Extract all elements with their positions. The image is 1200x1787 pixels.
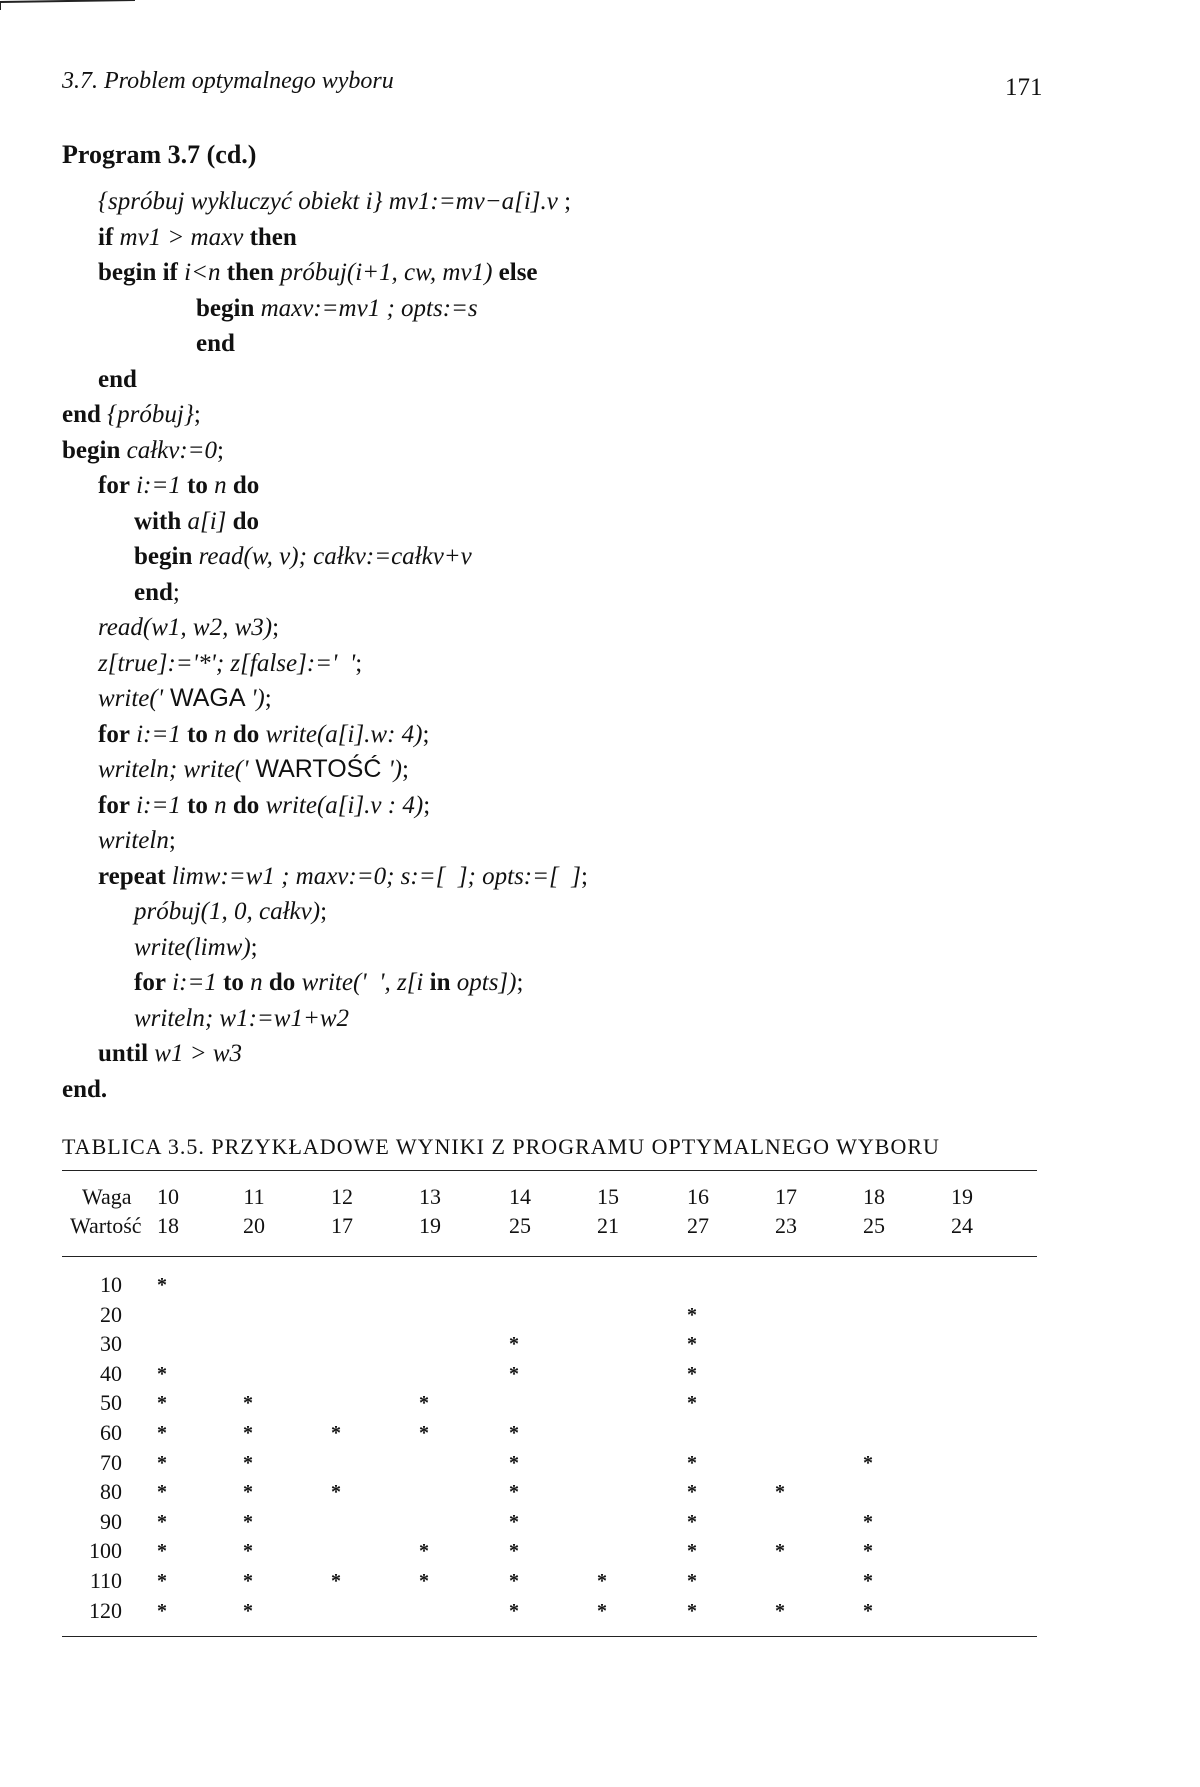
selection-mark: *: [419, 1570, 429, 1592]
code-token: i:=1: [129, 791, 188, 819]
code-keyword: end: [62, 401, 101, 428]
selection-mark: *: [775, 1599, 785, 1622]
selection-mark: *: [687, 1451, 697, 1474]
wartosc-value: 19: [419, 1213, 441, 1238]
selection-mark: *: [863, 1570, 873, 1592]
code-line: [62, 1036, 588, 1072]
waga-value: 14: [509, 1184, 531, 1209]
waga-value: 18: [863, 1184, 885, 1209]
selection-mark: *: [157, 1451, 167, 1474]
selection-mark: *: [243, 1570, 253, 1592]
selection-mark: *: [509, 1481, 519, 1504]
page-number: 171: [1005, 74, 1043, 101]
wartosc-label: Wartość: [70, 1213, 142, 1238]
selection-mark: *: [243, 1392, 253, 1415]
row-limit: 100: [89, 1538, 122, 1564]
page-edge-mark: [0, 0, 140, 12]
code-token: i:=1: [129, 720, 188, 748]
code-token: ;: [402, 756, 409, 783]
code-line: [62, 610, 588, 646]
code-keyword: to: [187, 472, 208, 499]
code-keyword: for: [134, 969, 166, 996]
code-token: WAGA: [163, 684, 252, 712]
program-title: Program 3.7 (cd.): [62, 140, 257, 169]
selection-mark: *: [243, 1599, 253, 1622]
code-token: ;: [516, 969, 524, 996]
code-token: writeln; write(': [98, 756, 249, 783]
table-caption: TABLICA 3.5. PRZYKŁADOWE WYNIKI Z PROGRAMU OPTYMALNEGO WYBORU: [62, 1134, 940, 1159]
selection-mark: *: [863, 1510, 873, 1533]
row-limit: 70: [100, 1449, 122, 1475]
code-line: [62, 326, 588, 362]
wartosc-value: 25: [509, 1213, 531, 1238]
selection-mark: *: [509, 1333, 519, 1356]
code-token: ;: [193, 401, 201, 428]
row-limit: 110: [89, 1568, 122, 1593]
selection-mark: *: [419, 1540, 429, 1563]
code-line: [62, 539, 588, 575]
code-line: [62, 859, 588, 895]
selection-mark: *: [509, 1599, 519, 1622]
code-token: z[true]:='*'; z[false]:=' ': [98, 649, 356, 677]
code-token: ;: [423, 791, 431, 819]
selection-mark: *: [687, 1392, 697, 1415]
selection-mark: *: [331, 1481, 341, 1504]
waga-value: 19: [951, 1184, 973, 1209]
code-keyword: until: [98, 1040, 149, 1067]
code-token: read(w1, w2, w3): [98, 614, 273, 641]
code-line: [62, 291, 588, 327]
selection-mark: *: [157, 1481, 167, 1504]
code-keyword: end: [134, 578, 173, 606]
code-line: [62, 646, 588, 682]
wartosc-value: 27: [687, 1213, 709, 1238]
code-token: {spróbuj wykluczyć obiekt i} mv1:=mv−a[i].v: [98, 188, 558, 215]
selection-mark: *: [243, 1422, 253, 1444]
code-line: [62, 965, 588, 1001]
waga-value: 12: [331, 1184, 353, 1209]
code-token: write(a[i].v : 4): [259, 791, 424, 819]
selection-mark: *: [243, 1451, 253, 1474]
code-token: próbuj(i+1, cw, mv1): [273, 259, 499, 286]
code-keyword: do: [268, 969, 296, 996]
selection-mark: *: [419, 1422, 429, 1444]
selection-mark: *: [331, 1422, 341, 1444]
selection-mark: *: [243, 1481, 253, 1504]
code-token: limw:=w1 ; maxv:=0; s:=[ ]; opts:=[ ]: [165, 862, 581, 890]
selection-mark: *: [863, 1540, 873, 1563]
code-line: [62, 433, 588, 469]
wartosc-value: 25: [863, 1213, 885, 1238]
code-line: [62, 894, 588, 930]
code-keyword: else: [498, 259, 538, 286]
selection-mark: *: [687, 1362, 697, 1385]
code-token: ;: [264, 685, 272, 712]
code-keyword: repeat: [98, 862, 166, 890]
code-keyword: if: [98, 223, 114, 251]
code-token: ;: [272, 614, 280, 641]
code-token: write(': [98, 685, 164, 712]
code-token: ;: [168, 827, 176, 854]
wartosc-value: 18: [157, 1213, 179, 1238]
waga-value: 16: [687, 1184, 709, 1209]
code-token: {próbuj}: [100, 401, 194, 428]
code-line: [62, 220, 588, 256]
code-line: [62, 717, 588, 753]
selection-mark: *: [331, 1570, 341, 1592]
selection-mark: *: [597, 1599, 607, 1622]
selection-mark: *: [157, 1274, 167, 1296]
wartosc-value: 23: [775, 1213, 797, 1238]
selection-mark: *: [863, 1451, 873, 1474]
code-token: n: [207, 791, 233, 819]
selection-mark: *: [687, 1540, 697, 1563]
code-token: próbuj(1, 0, całkv): [134, 898, 321, 925]
waga-value: 13: [419, 1184, 441, 1209]
code-token: WARTOŚĆ: [248, 755, 389, 783]
code-keyword: to: [187, 720, 208, 748]
row-limit: 20: [100, 1301, 122, 1327]
code-token: mv1 > maxv: [113, 223, 250, 251]
row-limit: 10: [100, 1272, 122, 1297]
waga-value: 10: [157, 1184, 179, 1209]
code-keyword: to: [187, 791, 208, 819]
row-limit: 120: [89, 1597, 122, 1623]
row-limit: 50: [100, 1390, 122, 1416]
code-token: n: [243, 969, 269, 996]
code-keyword: begin if: [98, 259, 178, 286]
row-limit: 80: [100, 1479, 122, 1505]
code-line: [62, 788, 588, 824]
selection-mark: *: [509, 1451, 519, 1474]
code-token: n: [207, 472, 233, 499]
code-line: [62, 397, 588, 433]
code-keyword: begin: [62, 436, 121, 464]
code-keyword: then: [226, 259, 274, 286]
selection-mark: *: [157, 1540, 167, 1563]
running-header: 3.7. Problem optymalnego wyboru: [62, 68, 394, 94]
selection-mark: *: [863, 1599, 873, 1622]
selection-mark: *: [687, 1333, 697, 1356]
table-bottom-rule: [62, 1636, 1037, 1637]
code-keyword: for: [98, 791, 130, 819]
code-token: write(' ', z[i: [295, 969, 430, 996]
code-line: [62, 184, 588, 220]
code-keyword: to: [223, 969, 244, 996]
selection-mark: *: [157, 1599, 167, 1622]
code-line: [62, 468, 588, 504]
code-token: i<n: [177, 259, 227, 286]
code-line: [62, 930, 588, 966]
code-token: write(limw): [134, 933, 251, 961]
wartosc-value: 20: [243, 1213, 265, 1238]
code-token: i:=1: [165, 969, 224, 996]
selection-mark: *: [509, 1570, 519, 1592]
code-token: całkv:=0: [120, 436, 218, 464]
code-keyword: do: [232, 791, 260, 819]
code-line: [62, 1072, 588, 1108]
code-keyword: for: [98, 472, 130, 499]
code-token: maxv:=mv1 ; opts:=s: [254, 294, 478, 322]
code-token: '): [388, 756, 402, 783]
code-token: w1 > w3: [148, 1040, 243, 1067]
selection-mark: *: [687, 1570, 697, 1592]
code-keyword: then: [249, 223, 297, 251]
code-keyword: with: [134, 507, 182, 535]
code-keyword: end: [196, 330, 235, 357]
selection-mark: *: [157, 1510, 167, 1533]
wartosc-value: 24: [951, 1213, 973, 1238]
selection-mark: *: [157, 1422, 167, 1444]
code-token: ;: [580, 862, 588, 890]
row-limit: 40: [100, 1360, 122, 1386]
selection-mark: *: [687, 1481, 697, 1504]
selection-mark: *: [157, 1570, 167, 1592]
code-token: i:=1: [129, 472, 188, 499]
selection-mark: *: [775, 1481, 785, 1504]
selection-mark: *: [687, 1303, 697, 1326]
code-token: ;: [355, 649, 363, 677]
selection-mark: *: [419, 1392, 429, 1415]
waga-label: Waga: [82, 1184, 132, 1209]
code-token: writeln; w1:=w1+w2: [134, 1004, 350, 1032]
selection-mark: *: [687, 1599, 697, 1622]
code-keyword: begin: [196, 294, 255, 322]
code-token: ;: [557, 188, 572, 215]
code-token: write(a[i].w: 4): [259, 720, 423, 748]
code-line: [62, 504, 588, 540]
selection-mark: *: [687, 1510, 697, 1533]
code-line: [62, 362, 588, 398]
code-token: ;: [250, 933, 258, 961]
code-token: a[i]: [181, 507, 233, 535]
code-token: opts]): [450, 969, 517, 996]
code-keyword: in: [429, 969, 451, 996]
selection-mark: *: [509, 1510, 519, 1533]
row-limit: 90: [100, 1508, 122, 1534]
selection-mark: *: [597, 1570, 607, 1592]
code-keyword: do: [232, 472, 260, 499]
code-line: [62, 1001, 588, 1037]
selection-mark: *: [157, 1362, 167, 1385]
row-limit: 60: [100, 1420, 122, 1445]
selection-mark: *: [243, 1540, 253, 1563]
code-token: '): [251, 685, 265, 712]
code-line: [62, 575, 588, 611]
code-token: read(w, v); całkv:=całkv+v: [192, 543, 472, 570]
waga-value: 15: [597, 1184, 619, 1209]
selection-mark: *: [243, 1510, 253, 1533]
code-line: [62, 681, 588, 717]
code-keyword: begin: [134, 543, 193, 570]
code-line: [62, 752, 588, 788]
code-keyword: for: [98, 720, 130, 748]
program-code: [62, 184, 588, 1107]
table-header-rule: [62, 1256, 1037, 1257]
row-limit: 30: [100, 1331, 122, 1357]
waga-value: 11: [243, 1184, 265, 1209]
selection-mark: *: [775, 1540, 785, 1563]
wartosc-value: 17: [331, 1213, 353, 1238]
code-line: [62, 823, 588, 859]
selection-mark: *: [157, 1392, 167, 1415]
code-token: writeln: [98, 827, 169, 854]
selection-mark: *: [509, 1422, 519, 1444]
code-token: ;: [422, 720, 430, 748]
selection-mark: *: [509, 1362, 519, 1385]
waga-value: 17: [775, 1184, 797, 1209]
code-token: n: [207, 720, 233, 748]
code-token: ;: [320, 898, 328, 925]
code-line: [62, 255, 588, 291]
table-top-rule: [62, 1170, 1037, 1171]
selection-mark: *: [509, 1540, 519, 1563]
code-keyword: do: [232, 720, 260, 748]
code-keyword: do: [232, 507, 260, 535]
code-keyword: end: [98, 365, 137, 393]
code-token: ;: [172, 578, 180, 606]
code-token: ;: [217, 436, 224, 464]
code-keyword: end.: [62, 1075, 108, 1103]
wartosc-value: 21: [597, 1213, 619, 1238]
